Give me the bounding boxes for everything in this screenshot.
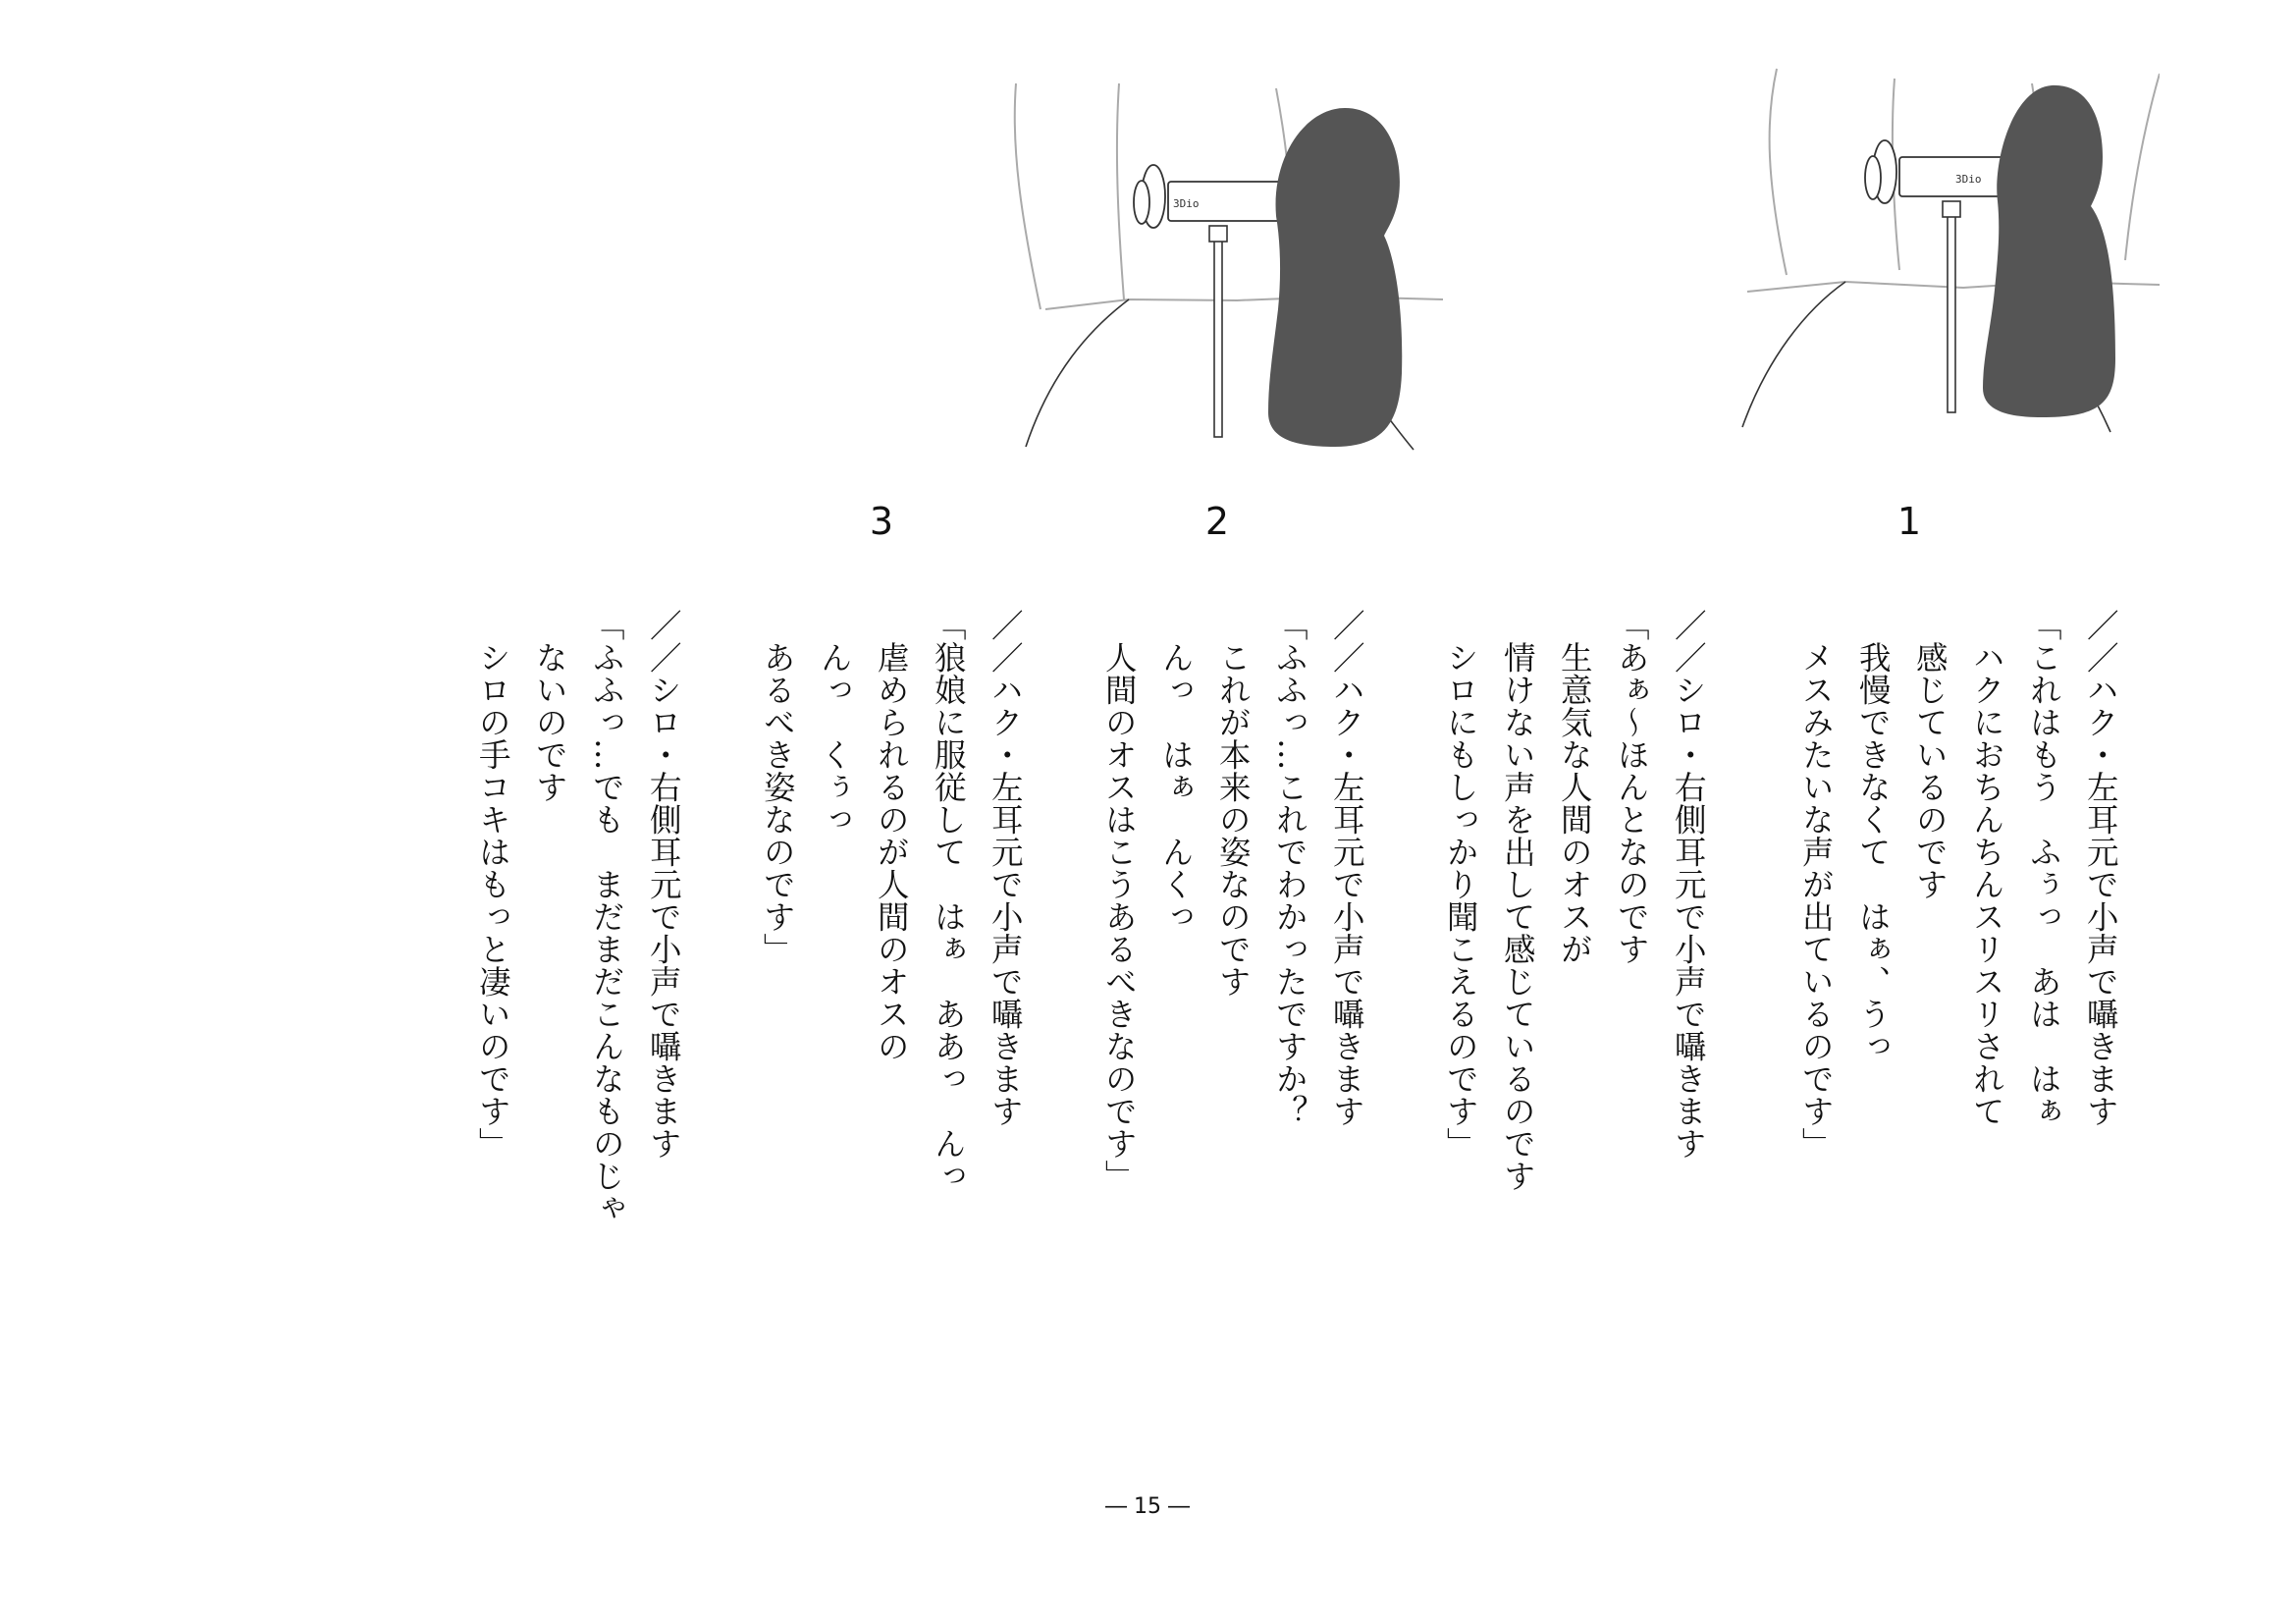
script-line: 「ふふっ…でも まだまだこんなものじゃ: [588, 609, 626, 1224]
script-line: ／／ハク・左耳元で小声で囁きます: [2082, 609, 2120, 1127]
script-line: 「ふふっ…これでわかったですか？: [1271, 609, 1309, 1127]
page-number: ― 15 ―: [1105, 1494, 1190, 1519]
script-line: ／／シロ・右側耳元で小声で囁きます: [645, 609, 683, 1160]
script-line: あるべき姿なのです」: [759, 609, 797, 965]
svg-text:3Dio: 3Dio: [1173, 197, 1200, 210]
script-line: 生意気な人間のオスが: [1556, 609, 1594, 965]
script-line: 「あぁ～ほんとなのです: [1613, 609, 1651, 965]
script-line: 「狼娘に服従して はぁ ああっ んっ: [930, 609, 968, 1192]
script-line: 虐められるのが人間のオスの: [873, 609, 911, 1062]
position-number-3: 3: [869, 500, 894, 543]
script-line: 情けない声を出して感じているのです: [1499, 609, 1537, 1192]
script-line: んっ くぅっ: [816, 609, 854, 836]
script-line: ／／ハク・左耳元で小声で囁きます: [1328, 609, 1366, 1127]
illustration-position-1: [1737, 64, 2160, 447]
script-line: シロにもしっかり聞こえるのです」: [1442, 609, 1480, 1160]
binaural-listener-illustration: [1737, 64, 2160, 447]
script-line: ／／シロ・右側耳元で小声で囁きます: [1670, 609, 1708, 1160]
svg-text:3Dio: 3Dio: [1955, 173, 1982, 186]
script-line: メスみたいな声が出ているのです」: [1797, 609, 1836, 1160]
position-number-1: 1: [1896, 500, 1922, 543]
script-line: んっ はぁ んくっ: [1157, 609, 1196, 933]
binaural-listener-illustration: [1011, 79, 1443, 457]
script-line: 人間のオスはこうあるべきなのです」: [1100, 609, 1139, 1192]
script-line: これが本来の姿なのです: [1214, 609, 1253, 998]
script-line: シロの手コキはもっと凄いのです」: [474, 609, 512, 1160]
script-line: 「これはもう ふぅっ あは はぁ: [2025, 609, 2063, 1127]
position-number-2: 2: [1204, 500, 1230, 543]
script-line: ／／ハク・左耳元で小声で囁きます: [987, 609, 1025, 1127]
script-line: ハクにおちんちんスリスリされて: [1968, 609, 2006, 1127]
illustration-position-2: [1011, 79, 1443, 457]
script-line: ないのです: [531, 609, 569, 803]
script-line: 我慢できなくて はぁ、うっ: [1854, 609, 1893, 1062]
script-line: 感じているのです: [1911, 609, 1949, 900]
